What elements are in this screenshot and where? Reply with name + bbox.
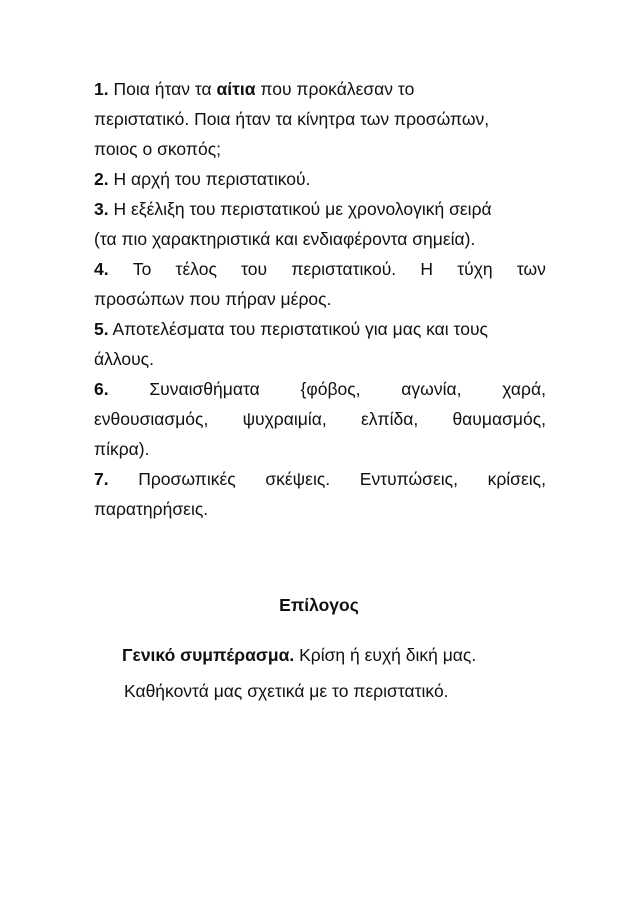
item-line <box>94 164 546 194</box>
item-word: χαρά, <box>502 379 546 399</box>
item-line: προσώπων που πήραν μέρος. <box>94 289 332 309</box>
item-word: ψυχραιμία, <box>242 409 327 429</box>
list-item <box>94 314 546 374</box>
list-item <box>94 194 546 254</box>
item-text: Ποια ήταν τα <box>113 79 217 99</box>
item-line <box>94 404 546 434</box>
item-word: αγωνία, <box>401 379 462 399</box>
item-word: τέλος <box>175 259 217 279</box>
item-line <box>94 464 546 494</box>
item-number: 6. <box>94 379 109 399</box>
item-word: του <box>241 259 268 279</box>
item-number: 2. <box>94 169 109 189</box>
conclusion-label: Γενικό συμπέρασμα. <box>122 645 295 665</box>
list-item <box>94 74 546 164</box>
item-word: σκέψεις. <box>265 469 331 489</box>
conclusion-text: Κρίση ή ευχή δική μας. <box>294 645 477 665</box>
item-line <box>94 314 546 344</box>
list-item <box>94 464 546 524</box>
item-word: ελπίδα, <box>360 409 419 429</box>
item-word: κρίσεις, <box>487 469 546 489</box>
item-word: περιστατικού. <box>291 259 397 279</box>
item-line <box>94 74 546 104</box>
item-line <box>94 374 546 404</box>
item-text: Αποτελέσματα του περιστατικού για μας και τους <box>108 319 488 339</box>
list-item <box>94 374 546 464</box>
item-word: Συναισθήματα <box>149 379 260 399</box>
item-line: ποιος ο σκοπός; <box>94 139 221 159</box>
item-number: 7. <box>94 469 109 489</box>
list-item <box>94 254 546 314</box>
item-line <box>94 254 546 284</box>
item-number: 1. <box>94 79 109 99</box>
item-line: άλλους. <box>94 349 154 369</box>
item-word: ενθουσιασμός, <box>94 409 209 429</box>
item-word: Προσωπικές <box>138 469 236 489</box>
conclusion-line <box>122 640 476 670</box>
item-word: θαυμασμός, <box>452 409 546 429</box>
item-line: πίκρα). <box>94 439 150 459</box>
item-number: 3. <box>94 199 109 219</box>
duties-line: Καθήκοντά μας σχετικά με το περιστατικό. <box>124 681 449 701</box>
item-line <box>94 194 546 224</box>
item-word: Η <box>420 259 433 279</box>
item-word: {φόβος, <box>300 379 361 399</box>
item-word: Το <box>132 259 152 279</box>
item-word: των <box>516 259 546 279</box>
item-emphasis: αίτια <box>216 79 256 99</box>
item-word: Εντυπώσεις, <box>359 469 458 489</box>
document-body <box>94 74 546 524</box>
item-text: που προκάλεσαν το <box>255 79 415 99</box>
item-text: Η αρχή του περιστατικού. <box>108 169 311 189</box>
item-word: τύχη <box>457 259 493 279</box>
item-number: 4. <box>94 259 109 279</box>
list-item <box>94 164 546 194</box>
epilogue-heading: Επίλογος <box>279 595 359 615</box>
item-line: παρατηρήσεις. <box>94 499 209 519</box>
item-text: Η εξέλιξη του περιστατικού με χρονολογική σειρά <box>108 199 492 219</box>
item-number: 5. <box>94 319 109 339</box>
item-line: περιστατικό. Ποια ήταν τα κίνητρα των προσώπων, <box>94 109 490 129</box>
item-line: (τα πιο χαρακτηριστικά και ενδιαφέροντα σημεία). <box>94 229 476 249</box>
